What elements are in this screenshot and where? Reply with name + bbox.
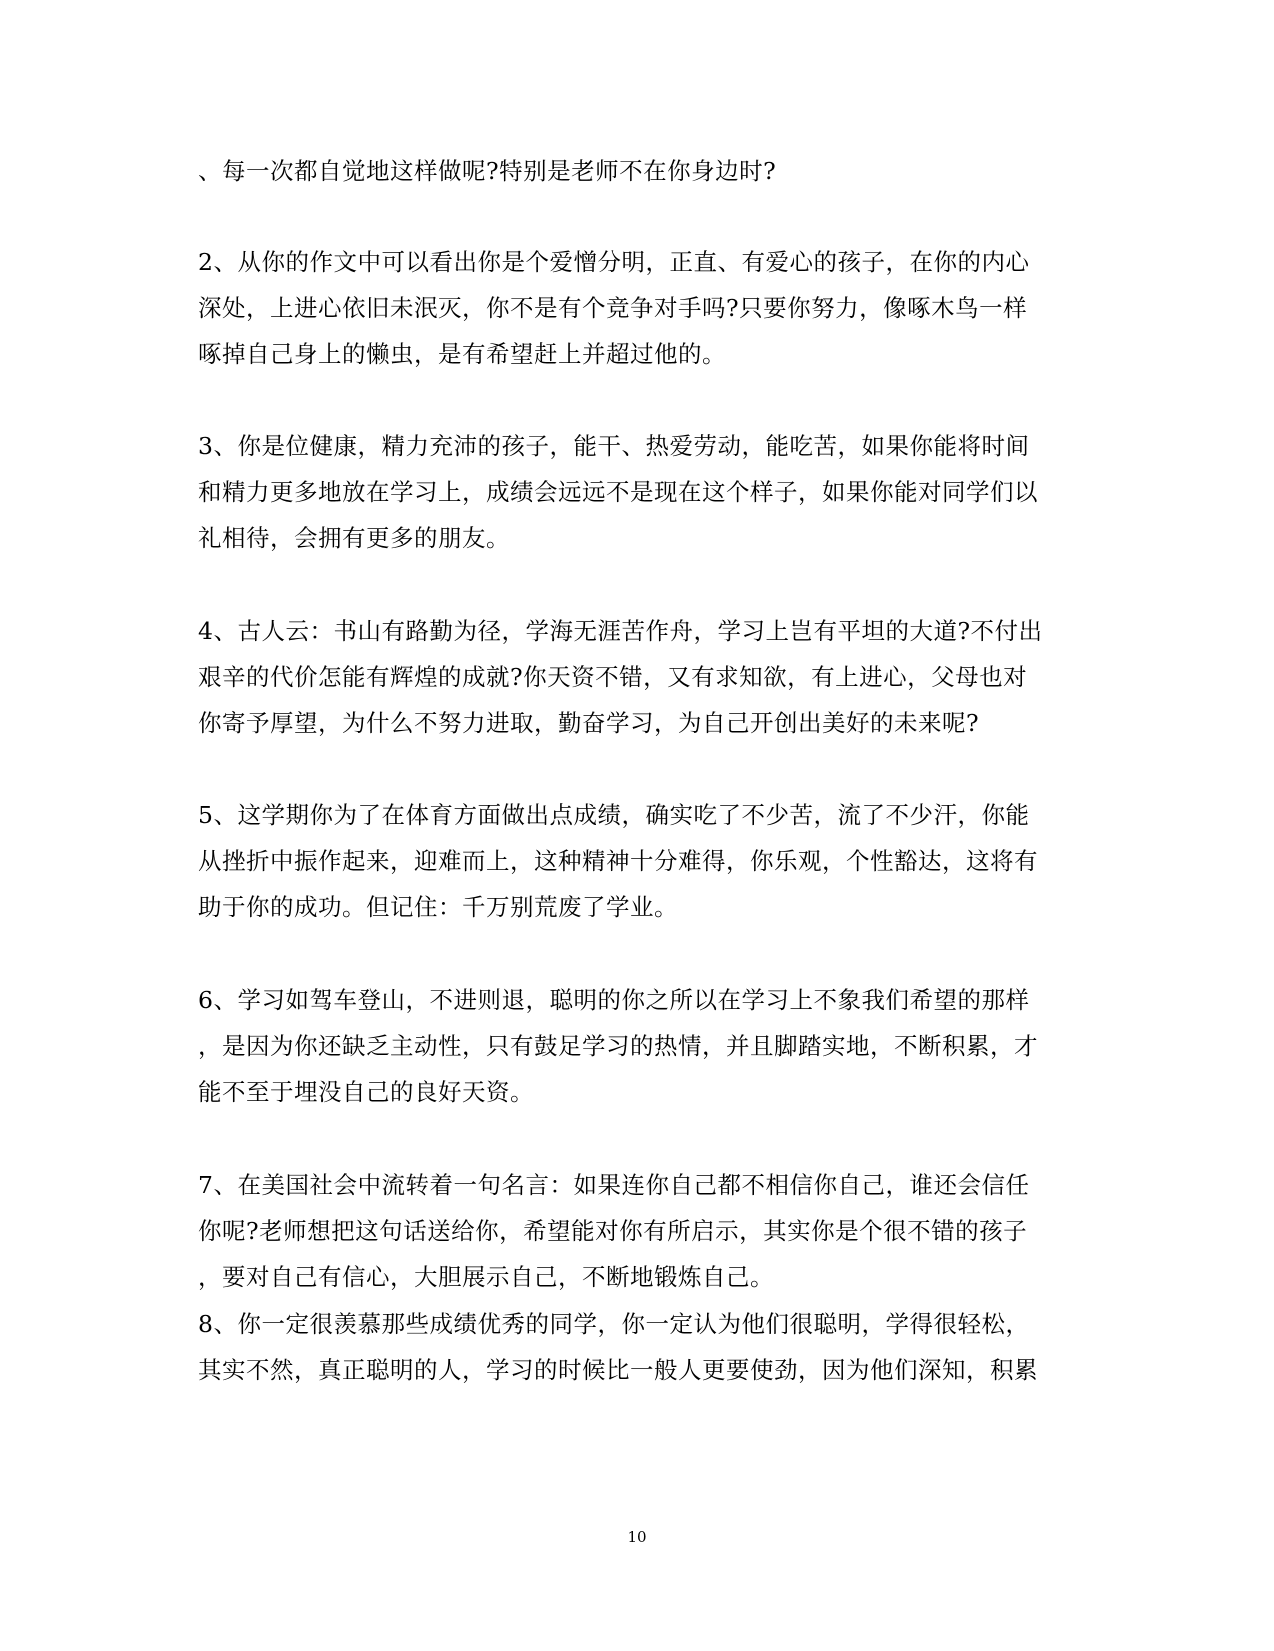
page-number: 10 (627, 1528, 647, 1546)
paragraph-line: 2、从你的作文中可以看出你是个爱憎分明，正直、有爱心的孩子，在你的内心 (198, 248, 1030, 276)
paragraph-line: 艰辛的代价怎能有辉煌的成就?你天资不错，又有求知欲，有上进心，父母也对 (198, 663, 1028, 691)
paragraph-line: 8、你一定很羡慕那些成绩优秀的同学，你一定认为他们很聪明，学得很轻松， (198, 1310, 1030, 1338)
paragraph-line: 和精力更多地放在学习上，成绩会远远不是现在这个样子，如果你能对同学们以 (198, 478, 1038, 506)
paragraph-line: 7、在美国社会中流转着一句名言：如果连你自己都不相信你自己，谁还会信任 (198, 1171, 1030, 1199)
paragraph-line: 能不至于埋没自己的良好天资。 (198, 1078, 534, 1106)
paragraph-line: 3、你是位健康，精力充沛的孩子，能干、热爱劳动，能吃苦，如果你能将时间 (198, 432, 1030, 460)
paragraph-line: 、每一次都自觉地这样做呢?特别是老师不在你身边时? (198, 157, 777, 185)
paragraph-line: 深处，上进心依旧未泯灭，你不是有个竞争对手吗?只要你努力，像啄木鸟一样 (198, 294, 1028, 322)
paragraph-line: ，要对自己有信心，大胆展示自己，不断地锻炼自己。 (198, 1263, 774, 1291)
paragraph-line: 助于你的成功。但记住：千万别荒废了学业。 (198, 893, 678, 921)
paragraph-line: 你呢?老师想把这句话送给你，希望能对你有所启示，其实你是个很不错的孩子 (198, 1217, 1028, 1245)
paragraph-line: ，是因为你还缺乏主动性，只有鼓足学习的热情，并且脚踏实地，不断积累，才 (198, 1032, 1038, 1060)
paragraph-line: 6、学习如驾车登山，不进则退，聪明的你之所以在学习上不象我们希望的那样 (198, 986, 1030, 1014)
paragraph-line: 你寄予厚望，为什么不努力进取，勤奋学习，为自己开创出美好的未来呢? (198, 709, 980, 737)
paragraph-line: 4、古人云：书山有路勤为径，学海无涯苦作舟，学习上岂有平坦的大道?不付出 (198, 617, 1043, 645)
paragraph-line: 5、这学期你为了在体育方面做出点成绩，确实吃了不少苦，流了不少汗，你能 (198, 801, 1030, 829)
paragraph-line: 从挫折中振作起来，迎难而上，这种精神十分难得，你乐观，个性豁达，这将有 (198, 847, 1038, 875)
paragraph-line: 礼相待，会拥有更多的朋友。 (198, 524, 510, 552)
paragraph-line: 啄掉自己身上的懒虫，是有希望赶上并超过他的。 (198, 340, 726, 368)
paragraph-line: 其实不然，真正聪明的人，学习的时候比一般人更要使劲，因为他们深知，积累 (198, 1356, 1038, 1384)
